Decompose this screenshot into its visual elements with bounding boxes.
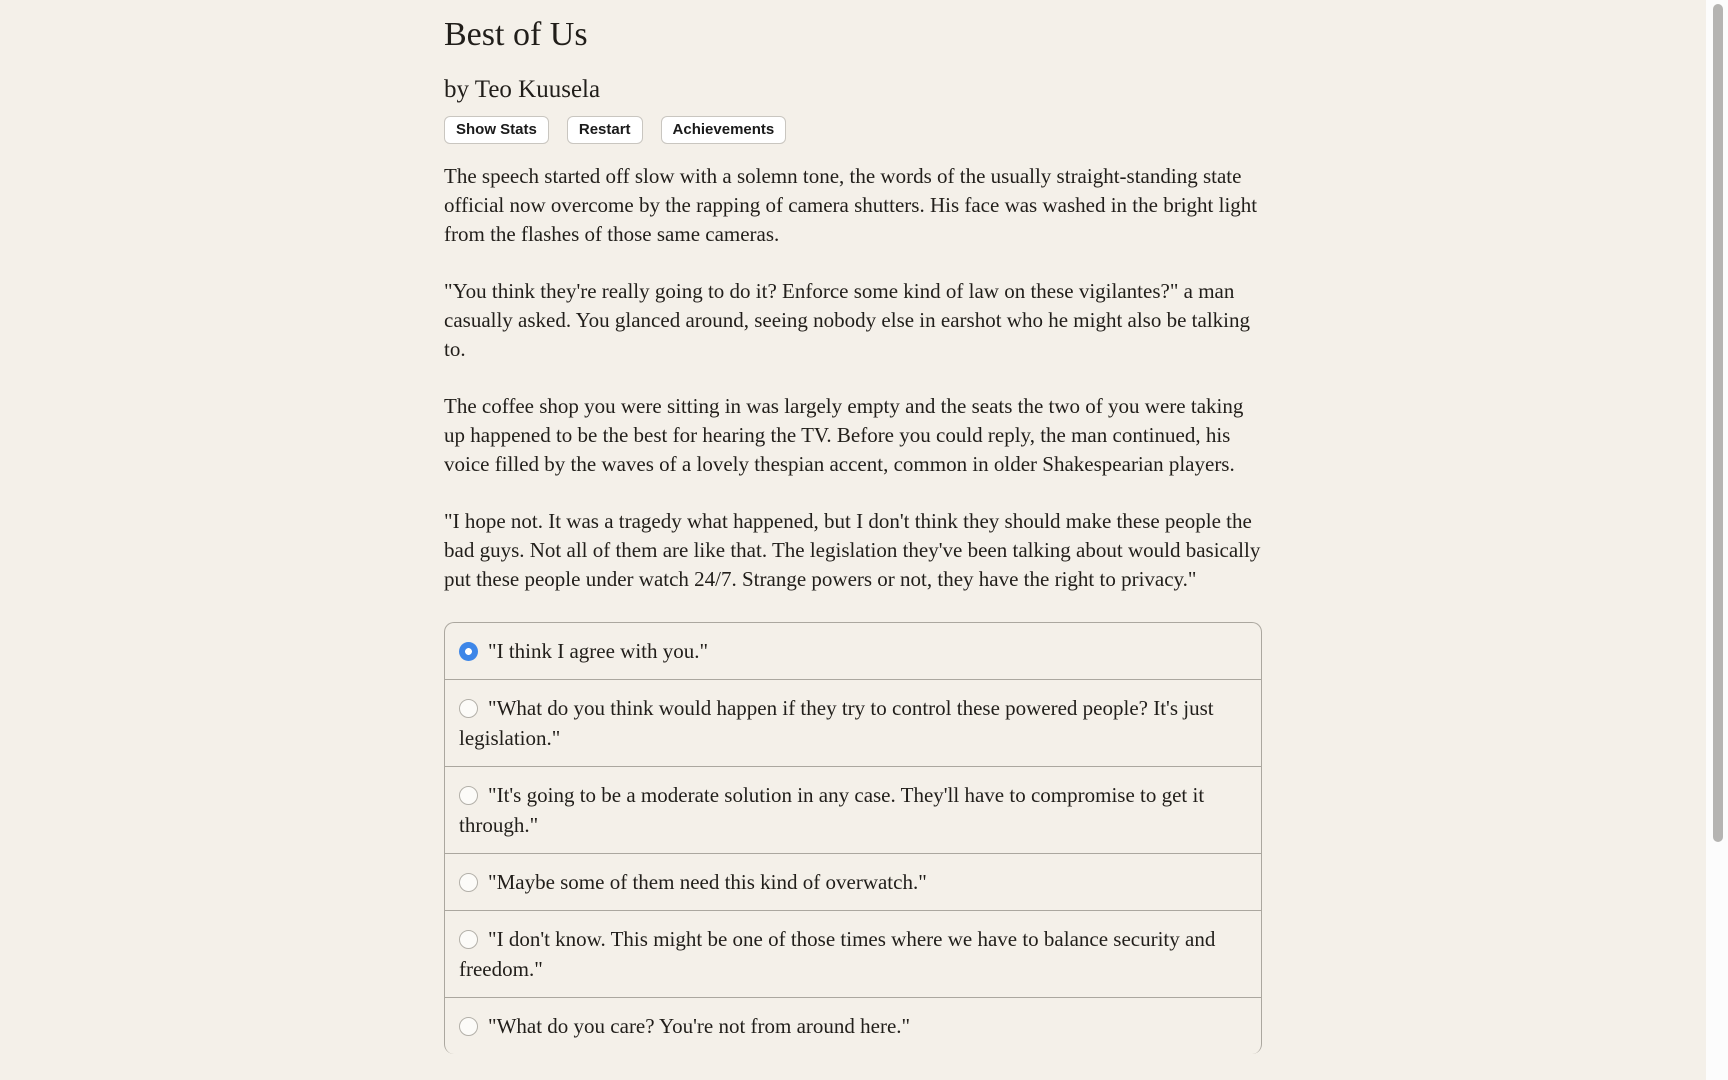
choice-label: "What do you think would happen if they try to control these powered people? It's just legislation." <box>459 696 1214 750</box>
toolbar <box>444 116 1262 144</box>
page-title: Best of Us <box>444 16 588 53</box>
radio-button-icon[interactable] <box>459 642 478 661</box>
radio-button-icon[interactable] <box>459 699 478 718</box>
story-text <box>444 162 1262 594</box>
choice-list <box>444 622 1262 1054</box>
scrollbar-track[interactable] <box>1706 0 1728 1080</box>
choice-option[interactable] <box>445 910 1261 997</box>
choice-option[interactable] <box>445 853 1261 910</box>
radio-button-icon[interactable] <box>459 786 478 805</box>
story-paragraph: The coffee shop you were sitting in was largely empty and the seats the two of you were taking up happened to be the best for hearing the TV. Before you could reply, the man continued, his voice filled by the waves of a lovely thespian accent, common in older Shakespearian players. <box>444 394 1244 476</box>
choice-label: "What do you care? You're not from around here." <box>488 1014 911 1038</box>
achievements-button[interactable]: Achievements <box>661 116 787 144</box>
scrollbar-thumb[interactable] <box>1713 4 1723 842</box>
choice-option[interactable] <box>445 766 1261 853</box>
choice-option[interactable] <box>445 679 1261 766</box>
story-paragraph: The speech started off slow with a solemn tone, the words of the usually straight-standing state official now overcome by the rapping of camera shutters. His face was washed in the bright light from the flashes of those same cameras. <box>444 164 1258 246</box>
choice-label: "It's going to be a moderate solution in any case. They'll have to compromise to get it through." <box>459 783 1205 837</box>
story-paragraph: "I hope not. It was a tragedy what happened, but I don't think they should make these people the bad guys. Not all of them are like that. The legislation they've been talking about would basically put these people under watch 24/7. Strange powers or not, they have the right to privacy." <box>444 509 1261 591</box>
radio-button-icon[interactable] <box>459 930 478 949</box>
choice-label: "I think I agree with you." <box>488 639 709 663</box>
radio-button-icon[interactable] <box>459 1017 478 1036</box>
show-stats-button[interactable]: Show Stats <box>444 116 549 144</box>
radio-button-icon[interactable] <box>459 873 478 892</box>
choice-label: "I don't know. This might be one of those times where we have to balance security and freedom." <box>459 927 1216 981</box>
main-column <box>444 0 1262 1054</box>
choice-option[interactable] <box>445 997 1261 1054</box>
restart-button[interactable]: Restart <box>567 116 643 144</box>
byline: by Teo Kuusela <box>444 76 601 103</box>
choice-option[interactable] <box>445 623 1261 679</box>
choice-label: "Maybe some of them need this kind of overwatch." <box>488 870 927 894</box>
story-paragraph: "You think they're really going to do it? Enforce some kind of law on these vigilantes?" a man casually asked. You glanced around, seeing nobody else in earshot who he might also be talking to. <box>444 279 1250 361</box>
